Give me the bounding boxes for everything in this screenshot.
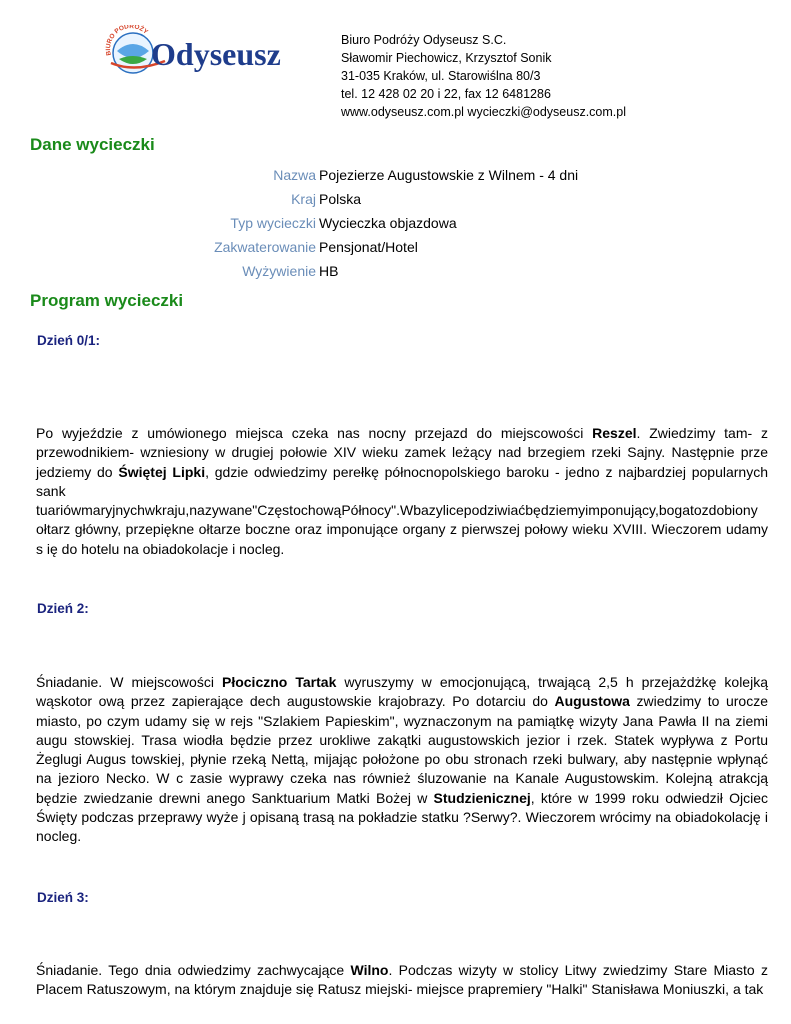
field-label: Typ wycieczki xyxy=(230,215,316,231)
place-name: Studzienicznej xyxy=(433,789,531,806)
field-row-meals xyxy=(0,259,700,283)
company-info xyxy=(341,31,626,121)
field-label: Kraj xyxy=(291,191,316,207)
place-name: Reszel xyxy=(592,425,637,441)
company-web-email: www.odyseusz.com.pl wycieczki@odyseusz.com.pl xyxy=(341,105,627,119)
trip-fields xyxy=(0,163,700,283)
field-row-accommodation xyxy=(0,235,700,259)
text-segment: Śniadanie. W miejscowości xyxy=(36,674,222,690)
odyseusz-logo xyxy=(105,25,305,80)
day-description xyxy=(36,961,768,1000)
text-segment: . Podczas wizyty w stolicy Litwy zwiedzimy Stare Miasto z Placem Ratuszowym, na którym znajduje się Ratusz miejski- miejsce prapremiery "Halki" Stanisława Moniuszki, a tak xyxy=(36,962,768,998)
text-segment: Śniadanie. Tego dnia odwiedzimy zachwycające xyxy=(36,962,351,978)
day-title: Dzień 3: xyxy=(37,890,89,905)
field-label: Zakwaterowanie xyxy=(214,239,316,255)
company-owners: Sławomir Piechowicz, Krzysztof Sonik xyxy=(341,51,552,65)
field-row-name xyxy=(0,163,700,187)
field-label: Wyżywienie xyxy=(242,263,316,279)
program-heading: Program wycieczki xyxy=(30,291,184,310)
field-row-country xyxy=(0,187,700,211)
day-description xyxy=(36,424,768,559)
text-segment: wyruszymy w emocjonującą, trwającą 2,5 h przejażdżkę kolejką wąskotor ową przez zapierające dech augustowskie krajobrazy. Po dotarciu do xyxy=(36,674,768,710)
place-name: Płociczno Tartak xyxy=(221,674,337,690)
text-segment: . Zwiedzimy tam- z przewodnikiem- wzniesiony w drugiej połowie XIV wieku zamek leżący nad brzegiem rzeki Sajny. Następnie prze jedziemy do xyxy=(36,425,768,480)
text-segment: Po wyjeździe z umówionego miejsca czeka nas nocny przejazd do miejscowości xyxy=(36,425,593,441)
field-value: Polska xyxy=(319,191,362,207)
text-segment: , gdzie odwiedzimy perełkę północnopolskiego baroku - jedno z najbardziej popularnych sank tuariówmaryjnychwkraju,nazywane"CzęstochowąPółnocy".Wbazylicepodziwiaćbędziemyimponujący,bogatozdobiony ołtarz główny, przepiękne ołtarze boczne oraz imponujące organy z pierwszej połowy wieku XVIII. Wieczorem udamy s ię do hotelu na obiadokolacje i nocleg. xyxy=(36,463,769,557)
field-value: Pojezierze Augustowskie z Wilnem - 4 dni xyxy=(319,167,579,183)
field-value: Wycieczka objazdowa xyxy=(319,215,457,231)
field-row-trip-type xyxy=(0,211,700,235)
company-name: Biuro Podróży Odyseusz S.C. xyxy=(341,33,507,47)
day-title: Dzień 0/1: xyxy=(37,333,101,348)
place-name: Augustowa xyxy=(554,693,630,710)
place-name: Świętej Lipki xyxy=(118,463,206,480)
logo-text: Odyseusz xyxy=(151,36,281,72)
day-title: Dzień 2: xyxy=(37,601,89,616)
trip-details-heading: Dane wycieczki xyxy=(30,135,155,154)
logo-arc-text: BIURO PODRÓŻY xyxy=(105,25,150,57)
field-label: Nazwa xyxy=(273,167,316,183)
field-value: Pensjonat/Hotel xyxy=(319,239,418,255)
text-segment: zwiedzimy to urocze miasto, po czym udamy się w rejs "Szlakiem Papieskim", wyznaczonym na pamiątkę wizyty Jana Pawła II na ziemi augu stowskiej. Trasa wiodła będzie przez urokliwe zakątki augustowskich jezior i rzek. Statek wypływa z Portu Żeglugi Augus towskiej, płynie rzeką Nettą, mijając położone po obu stronach rzeki bulwary, aby następnie wpłynąć na jezioro Necko. W c zasie wyprawy czeka nas również śluzowanie na Kanale Augustowskim. Kolejną atrakcją będzie zwiedzanie drewni anego Sanktuarium Matki Bożej w xyxy=(36,693,768,806)
field-value: HB xyxy=(319,263,339,279)
day-description xyxy=(36,673,768,847)
text-segment: , które w 1999 roku odwiedził Ojciec Święty podczas przeprawy wyże j opisaną trasą na pokładzie statku ?Serwy?. Wieczorem wrócimy na obiadokolację i nocleg. xyxy=(36,789,768,845)
company-address: 31-035 Kraków, ul. Starowiślna 80/3 xyxy=(341,69,541,83)
place-name: Wilno xyxy=(350,962,389,978)
company-phone: tel. 12 428 02 20 i 22, fax 12 6481286 xyxy=(341,87,551,101)
logo-emblem-icon xyxy=(105,25,305,80)
